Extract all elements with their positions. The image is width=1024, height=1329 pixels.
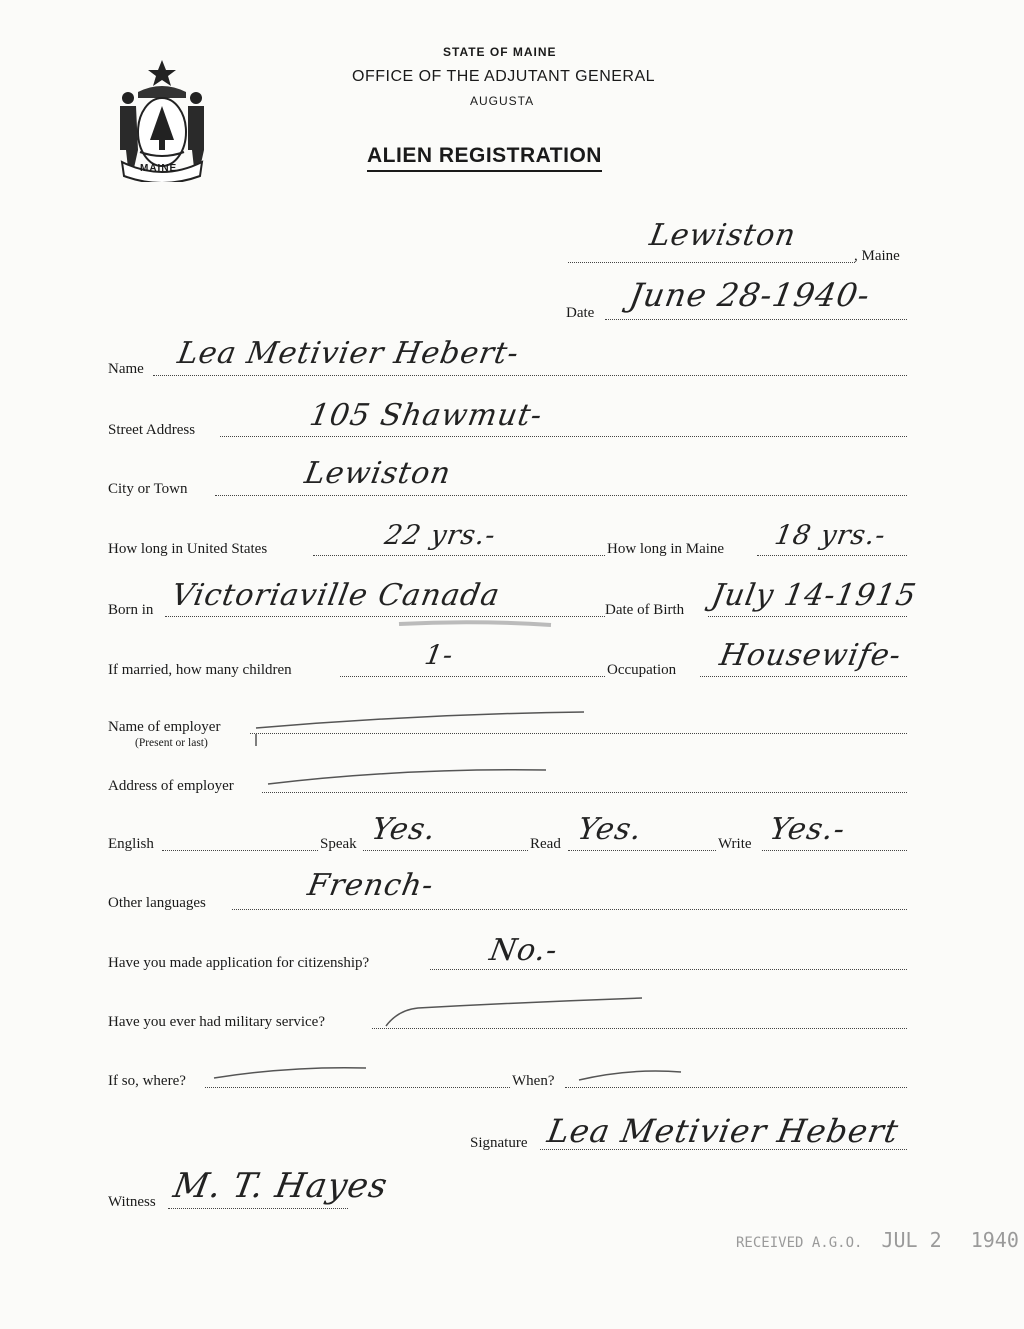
date-value: June 28-1940- xyxy=(626,276,874,314)
how-long-us-line xyxy=(313,555,605,556)
write-value: Yes.- xyxy=(766,812,849,847)
citizenship-line xyxy=(430,969,907,970)
street-address-label: Street Address xyxy=(108,422,196,438)
occupation-value: Housewife- xyxy=(716,638,905,673)
other-languages-label: Other languages xyxy=(108,895,206,911)
speak-line xyxy=(363,850,528,851)
occupation-label: Occupation xyxy=(607,662,677,678)
city-or-town-value: Lewiston xyxy=(301,456,454,491)
form-title: ALIEN REGISTRATION xyxy=(367,144,602,172)
citizenship-label: Have you made application for citizenship? xyxy=(108,955,370,971)
when-dash-stroke-icon xyxy=(575,1066,685,1086)
city-heading: AUGUSTA xyxy=(470,94,535,108)
born-in-label: Born in xyxy=(108,602,154,618)
date-of-birth-line xyxy=(708,616,907,617)
name-label: Name xyxy=(108,361,144,377)
english-label: English xyxy=(108,836,154,852)
military-dash-stroke-icon xyxy=(378,996,648,1032)
city-or-town-label: City or Town xyxy=(108,481,188,497)
children-label: If married, how many children xyxy=(108,662,292,678)
witness-label: Witness xyxy=(108,1194,156,1210)
when-label: When? xyxy=(512,1073,555,1089)
seal-banner-label: MAINE xyxy=(140,163,178,174)
city-or-town-line xyxy=(215,495,907,496)
employer-name-sublabel: (Present or last) xyxy=(135,737,208,749)
street-address-value: 105 Shawmut- xyxy=(306,398,546,433)
date-of-birth-label: Date of Birth xyxy=(605,602,685,618)
name-line xyxy=(153,375,907,376)
office-heading: OFFICE OF THE ADJUTANT GENERAL xyxy=(352,68,656,85)
city-header-line xyxy=(568,262,855,263)
write-label: Write xyxy=(718,836,752,852)
occupation-line xyxy=(700,676,907,677)
where-dash-stroke-icon xyxy=(210,1064,370,1084)
read-label: Read xyxy=(530,836,561,852)
signature-label: Signature xyxy=(470,1135,528,1151)
children-value: 1- xyxy=(422,640,457,671)
employer-address-dash-stroke-icon xyxy=(262,764,552,794)
other-languages-line xyxy=(232,909,907,910)
date-line xyxy=(605,319,907,320)
born-in-value: Victoriaville Canada xyxy=(168,578,503,613)
witness-line xyxy=(168,1208,348,1209)
how-long-maine-line xyxy=(757,555,907,556)
city-header-value: Lewiston xyxy=(646,218,799,253)
military-label: Have you ever had military service? xyxy=(108,1014,325,1030)
received-stamp xyxy=(736,1228,1019,1252)
how-long-us-label: How long in United States xyxy=(108,541,268,557)
state-heading: STATE OF MAINE xyxy=(443,45,557,59)
employer-name-label: Name of employer xyxy=(108,719,221,735)
signature-value: Lea Metivier Hebert xyxy=(544,1112,902,1150)
witness-value: M. T. Hayes xyxy=(170,1166,391,1206)
maine-label: , Maine xyxy=(854,248,900,264)
other-languages-value: French- xyxy=(304,868,437,903)
speak-label: Speak xyxy=(320,836,357,852)
name-value: Lea Metivier Hebert- xyxy=(174,336,522,371)
employer-dash-stroke-icon xyxy=(250,708,590,748)
employer-address-label: Address of employer xyxy=(108,778,234,794)
how-long-us-value: 22 yrs.- xyxy=(382,520,499,551)
received-stamp-year: 1940 xyxy=(970,1228,1019,1252)
born-in-line xyxy=(165,616,605,617)
read-line xyxy=(568,850,716,851)
received-stamp-text: RECEIVED A.G.O. xyxy=(736,1235,863,1251)
date-label: Date xyxy=(566,305,595,321)
write-line xyxy=(762,850,907,851)
street-address-line xyxy=(220,436,907,437)
how-long-maine-value: 18 yrs.- xyxy=(772,520,889,551)
when-line xyxy=(565,1087,907,1088)
how-long-maine-label: How long in Maine xyxy=(607,541,725,557)
received-stamp-date: JUL 2 xyxy=(881,1228,942,1252)
date-of-birth-value: July 14-1915 xyxy=(708,578,920,613)
english-line xyxy=(162,850,318,851)
speak-value: Yes. xyxy=(368,812,439,847)
citizenship-value: No.- xyxy=(486,933,561,968)
if-so-where-label: If so, where? xyxy=(108,1073,186,1089)
children-line xyxy=(340,676,605,677)
if-so-where-line xyxy=(205,1087,510,1088)
read-value: Yes. xyxy=(574,812,645,847)
underline-stroke-icon xyxy=(395,618,555,630)
